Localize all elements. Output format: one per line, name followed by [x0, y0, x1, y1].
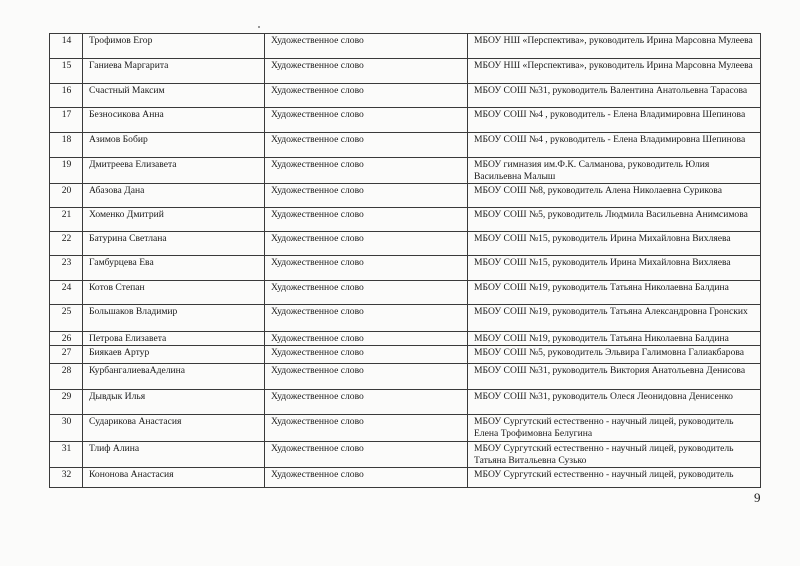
table-row: [50, 442, 761, 468]
organization: МБОУ Сургутский естественно - научный лицей, руководитель Татьяна Витальевна Сузько: [468, 442, 761, 468]
table-row: [50, 184, 761, 208]
table-row: [50, 468, 761, 488]
organization: МБОУ СОШ №19, руководитель Татьяна Александровна Гронских: [468, 305, 761, 332]
row-number: 17: [50, 108, 83, 133]
category: Художественное слово: [265, 305, 468, 332]
organization: МБОУ СОШ №19, руководитель Татьяна Николаевна Балдина: [468, 332, 761, 346]
category: Художественное слово: [265, 59, 468, 84]
participant-name: Хоменко Дмитрий: [83, 208, 265, 232]
row-number: 15: [50, 59, 83, 84]
category: Художественное слово: [265, 442, 468, 468]
organization: МБОУ НШ «Перспектива», руководитель Ирина Марсовна Мулеева: [468, 59, 761, 84]
row-number: 32: [50, 468, 83, 488]
category: Художественное слово: [265, 34, 468, 59]
row-number: 30: [50, 415, 83, 442]
row-number: 14: [50, 34, 83, 59]
table-row: [50, 34, 761, 59]
organization: МБОУ гимназия им.Ф.К. Салманова, руководитель Юлия Васильевна Малыш: [468, 158, 761, 184]
row-number: 28: [50, 364, 83, 390]
category: Художественное слово: [265, 208, 468, 232]
row-number: 27: [50, 346, 83, 364]
category: Художественное слово: [265, 256, 468, 281]
table-row: [50, 346, 761, 364]
table-row: [50, 415, 761, 442]
table-row: [50, 364, 761, 390]
table-row: [50, 59, 761, 84]
participants-table: [49, 33, 761, 488]
row-number: 16: [50, 84, 83, 108]
participant-name: Петрова Елизавета: [83, 332, 265, 346]
table-row: [50, 84, 761, 108]
table-row: [50, 390, 761, 415]
participant-name: Большаков Владимир: [83, 305, 265, 332]
participant-name: Трофимов Егор: [83, 34, 265, 59]
row-number: 23: [50, 256, 83, 281]
category: Художественное слово: [265, 346, 468, 364]
organization: МБОУ СОШ №4 , руководитель - Елена Владимировна Шепинова: [468, 133, 761, 158]
table-row: [50, 158, 761, 184]
organization: МБОУ СОШ №31, руководитель Валентина Анатольевна Тарасова: [468, 84, 761, 108]
participant-name: Сударикова Анастасия: [83, 415, 265, 442]
category: Художественное слово: [265, 84, 468, 108]
organization: МБОУ СОШ №8, руководитель Алена Николаевна Сурикова: [468, 184, 761, 208]
table-row: [50, 332, 761, 346]
participant-name: Дмитреева Елизавета: [83, 158, 265, 184]
category: Художественное слово: [265, 364, 468, 390]
category: Художественное слово: [265, 332, 468, 346]
category: Художественное слово: [265, 468, 468, 488]
organization: МБОУ СОШ №5, руководитель Людмила Васильевна Анимсимова: [468, 208, 761, 232]
category: Художественное слово: [265, 415, 468, 442]
row-number: 21: [50, 208, 83, 232]
organization: МБОУ СОШ №31, руководитель Виктория Анатольевна Денисова: [468, 364, 761, 390]
organization: МБОУ СОШ №19, руководитель Татьяна Николаевна Балдина: [468, 281, 761, 305]
organization: МБОУ СОШ №5, руководитель Эльвира Галимовна Галиакбарова: [468, 346, 761, 364]
organization: МБОУ Сургутский естественно - научный лицей, руководитель Елена Трофимовна Белугина: [468, 415, 761, 442]
participant-name: Счастный Максим: [83, 84, 265, 108]
table-row: [50, 256, 761, 281]
participant-name: Котов Степан: [83, 281, 265, 305]
category: Художественное слово: [265, 158, 468, 184]
table-row: [50, 305, 761, 332]
category: Художественное слово: [265, 108, 468, 133]
organization: МБОУ СОШ №15, руководитель Ирина Михайловна Вихляева: [468, 232, 761, 256]
row-number: 18: [50, 133, 83, 158]
category: Художественное слово: [265, 133, 468, 158]
category: Художественное слово: [265, 390, 468, 415]
organization: МБОУ Сургутский естественно - научный лицей, руководитель: [468, 468, 761, 488]
row-number: 26: [50, 332, 83, 346]
participant-name: Биякаев Артур: [83, 346, 265, 364]
table-row: [50, 208, 761, 232]
row-number: 19: [50, 158, 83, 184]
category: Художественное слово: [265, 232, 468, 256]
row-number: 29: [50, 390, 83, 415]
page-number: 9: [754, 490, 761, 505]
participant-name: Азимов Бобир: [83, 133, 265, 158]
table-row: [50, 108, 761, 133]
table-row: [50, 232, 761, 256]
organization: МБОУ СОШ №4 , руководитель - Елена Владимировна Шепинова: [468, 108, 761, 133]
row-number: 25: [50, 305, 83, 332]
organization: МБОУ СОШ №15, руководитель Ирина Михайловна Вихляева: [468, 256, 761, 281]
participant-name: Абазова Дана: [83, 184, 265, 208]
participant-name: КурбангалиеваАделина: [83, 364, 265, 390]
participant-name: Ганиева Маргарита: [83, 59, 265, 84]
participant-name: Дывдык Илья: [83, 390, 265, 415]
participant-name: Тлиф Алина: [83, 442, 265, 468]
participant-name: Гамбурцева Ева: [83, 256, 265, 281]
row-number: 31: [50, 442, 83, 468]
participant-name: Батурина Светлана: [83, 232, 265, 256]
table-row: [50, 133, 761, 158]
category: Художественное слово: [265, 281, 468, 305]
participant-name: Кононова Анастасия: [83, 468, 265, 488]
row-number: 20: [50, 184, 83, 208]
organization: МБОУ НШ «Перспектива», руководитель Ирина Марсовна Мулеева: [468, 34, 761, 59]
row-number: 24: [50, 281, 83, 305]
organization: МБОУ СОШ №31, руководитель Олеся Леонидовна Денисенко: [468, 390, 761, 415]
row-number: 22: [50, 232, 83, 256]
category: Художественное слово: [265, 184, 468, 208]
scan-speck: [258, 26, 260, 28]
table-row: [50, 281, 761, 305]
participant-name: Безносикова Анна: [83, 108, 265, 133]
